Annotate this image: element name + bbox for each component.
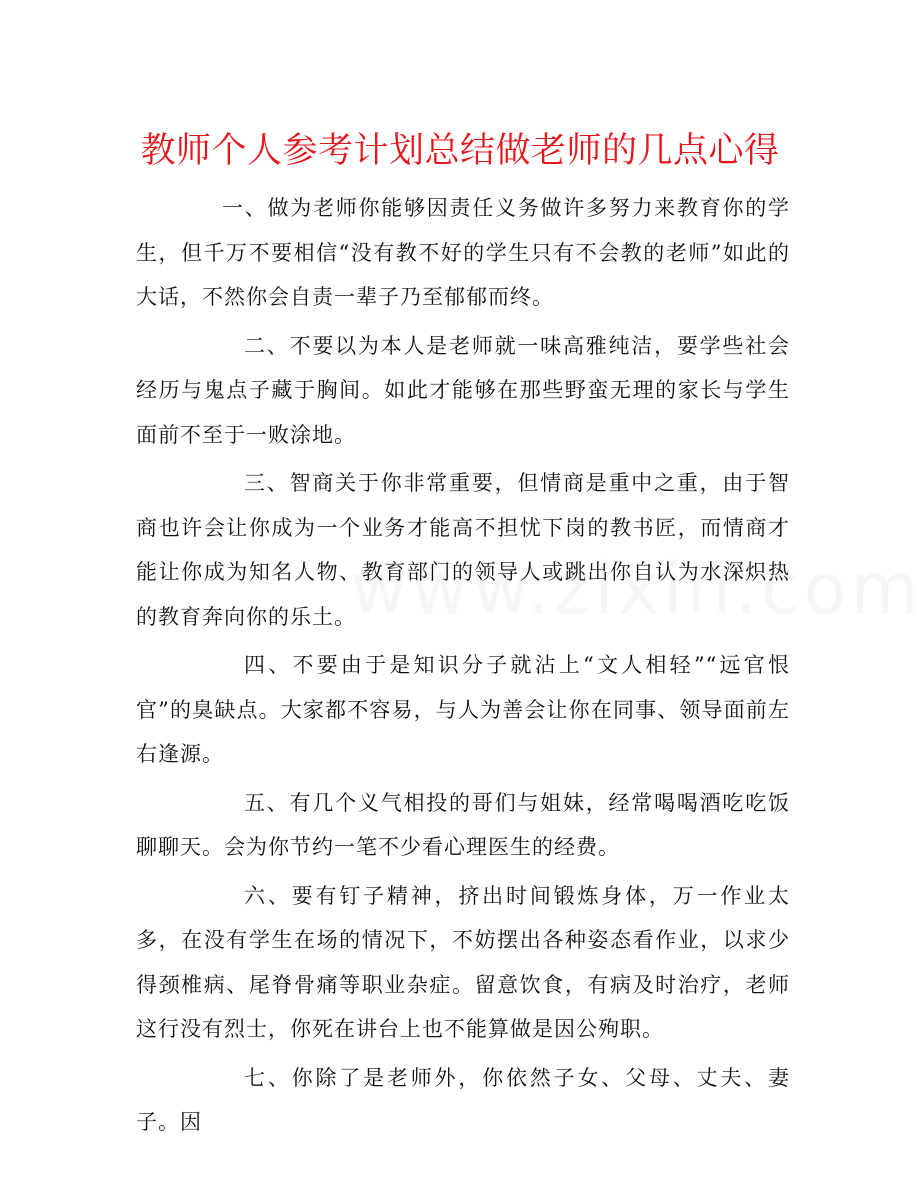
document-title: 教师个人参考计划总结做老师的几点心得: [140, 131, 780, 171]
paragraph-6: 六、要有钉子精神，挤出时间锻炼身体，万一作业太多，在没有学生在场的情况下，不妨摆出各种姿态看作业，以求少得颈椎病、尾脊骨痛等职业杂症。留意饮食，有病及时治疗，老师这行没有烈士，你死在讲台上也不能算做是因公殉职。: [136, 883, 790, 1041]
paragraph-3: 三、智商关于你非常重要，但情商是重中之重，由于智商也许会让你成为一个业务才能高不担忧下岗的教书匠，而情商才能让你成为知名人物、教育部门的领导人或跳出你自认为水深炽热的教育奔向你的乐土。: [136, 471, 790, 629]
paragraph-7: 七、你除了是老师外，你依然子女、父母、丈夫、妻子。因: [136, 1065, 790, 1134]
paragraph-5: 五、有几个义气相投的哥们与姐妹，经常喝喝酒吃吃饭聊聊天。会为你节约一笔不少看心理医生的经费。: [136, 790, 790, 859]
paragraph-2: 二、不要以为本人是老师就一味高雅纯洁，要学些社会经历与鬼点子藏于胸间。如此才能够在那些野蛮无理的家长与学生面前不至于一败涂地。: [136, 333, 790, 447]
paragraph-1: 一、做为老师你能够因责任义务做许多努力来教育你的学生，但千万不要相信“没有教不好的学生只有不会教的老师”如此的大话，不然你会自责一辈子乃至郁郁而终。: [136, 196, 790, 309]
paragraph-4: 四、不要由于是知识分子就沾上“文人相轻”“远官恨官”的臭缺点。大家都不容易，与人为善会让你在同事、领导面前左右逢源。: [136, 653, 790, 766]
document-body: [136, 186, 790, 1149]
